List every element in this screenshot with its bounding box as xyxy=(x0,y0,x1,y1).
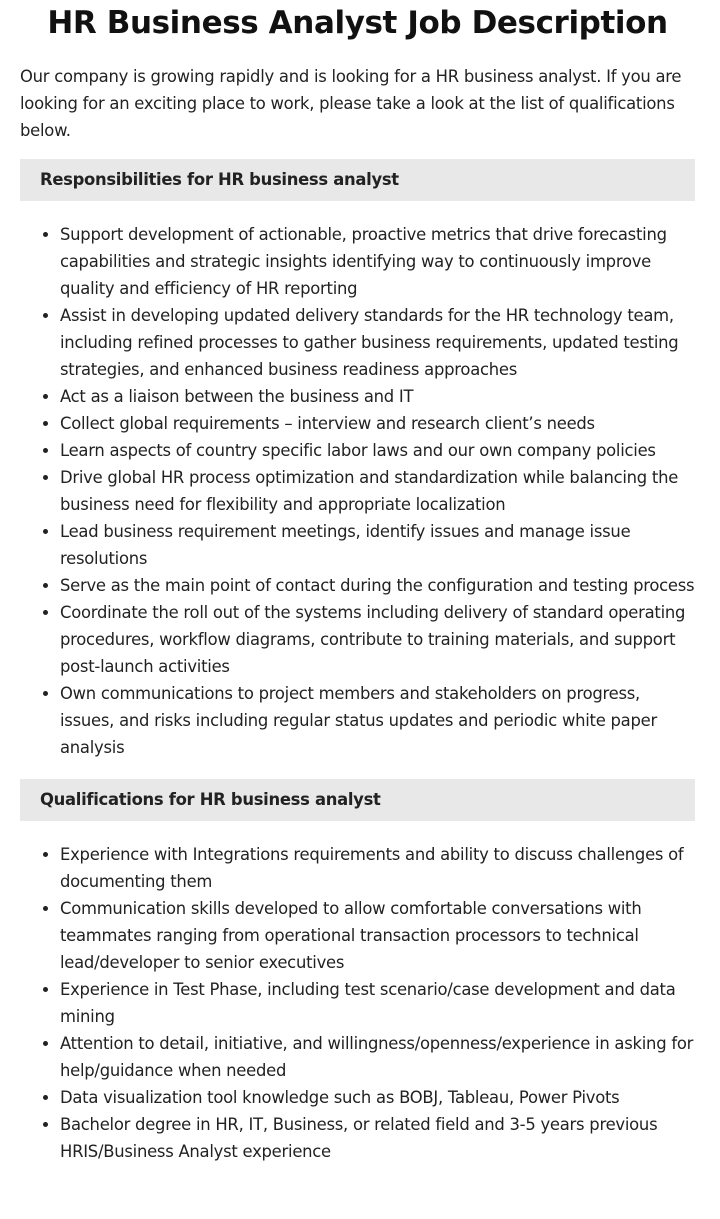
qualifications-heading: Qualifications for HR business analyst xyxy=(20,779,695,821)
list-item: • Learn aspects of country specific labor laws and our own company policies xyxy=(60,437,695,464)
list-item: • Lead business requirement meetings, identify issues and manage issue resolutions xyxy=(60,518,695,572)
list-item: • Support development of actionable, proactive metrics that drive forecasting capabilities and strategic insights identifying way to continuously improve quality and efficiency of HR reporting xyxy=(60,221,695,302)
list-item: • Communication skills developed to allow comfortable conversations with teammates ranging from operational transaction processors to technical lead/developer to senior executives xyxy=(60,895,695,976)
intro-paragraph: Our company is growing rapidly and is looking for a HR business analyst. If you are looking for an exciting place to work, please take a look at the list of qualifications below. xyxy=(20,67,682,140)
list-item: • Collect global requirements – interview and research client’s needs xyxy=(60,410,695,437)
responsibilities-heading: Responsibilities for HR business analyst xyxy=(20,159,695,201)
list-item: • Drive global HR process optimization and standardization while balancing the business need for flexibility and appropriate localization xyxy=(60,464,695,518)
list-item: • Coordinate the roll out of the systems including delivery of standard operating procedures, workflow diagrams, contribute to training materials, and support post-launch activities xyxy=(60,599,695,680)
list-item: • Data visualization tool knowledge such as BOBJ, Tableau, Power Pivots xyxy=(60,1084,695,1111)
qualifications-list xyxy=(20,841,695,1165)
list-item: • Act as a liaison between the business and IT xyxy=(60,383,695,410)
list-item: • Attention to detail, initiative, and willingness/openness/experience in asking for help/guidance when needed xyxy=(60,1030,695,1084)
list-item: • Bachelor degree in HR, IT, Business, or related field and 3-5 years previous HRIS/Business Analyst experience xyxy=(60,1111,695,1165)
list-item: • Serve as the main point of contact during the configuration and testing process xyxy=(60,572,695,599)
list-item: • Experience with Integrations requirements and ability to discuss challenges of documenting them xyxy=(60,841,695,895)
list-item: • Assist in developing updated delivery standards for the HR technology team, including refined processes to gather business requirements, updated testing strategies, and enhanced business readiness approaches xyxy=(60,302,695,383)
page-title: HR Business Analyst Job Description xyxy=(47,5,668,41)
list-item: • Own communications to project members and stakeholders on progress, issues, and risks including regular status updates and periodic white paper analysis xyxy=(60,680,695,761)
responsibilities-list xyxy=(20,221,695,761)
list-item: • Experience in Test Phase, including test scenario/case development and data mining xyxy=(60,976,695,1030)
